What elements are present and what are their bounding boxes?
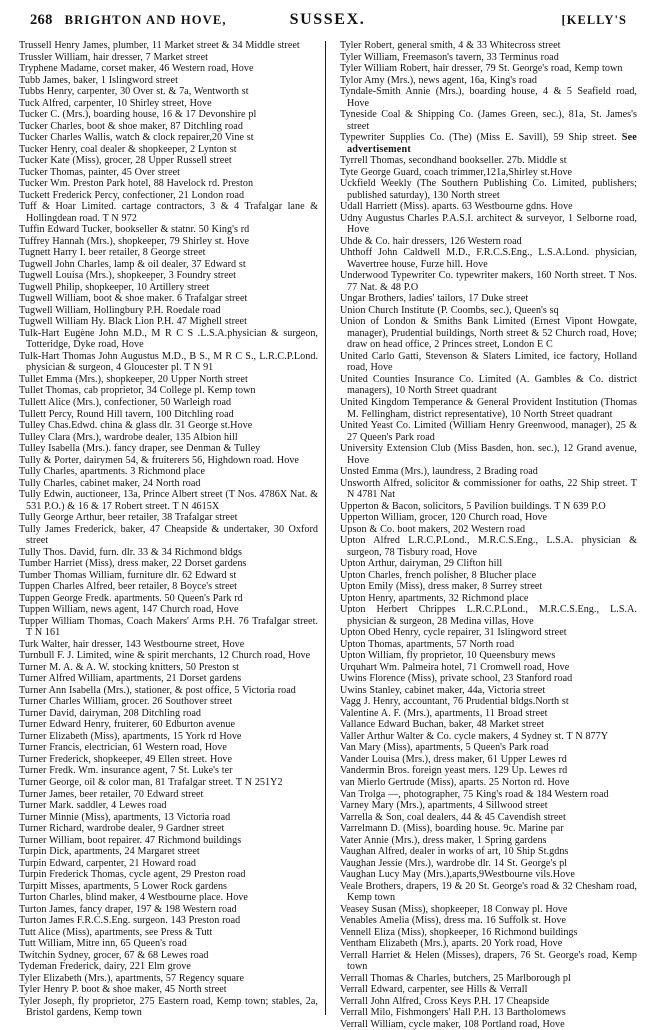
directory-entry: Trussler William, hair dresser, 7 Market street	[19, 51, 208, 63]
directory-entry: Upton Obed Henry, cycle repairer, 31 Islingword street	[340, 627, 567, 639]
directory-entry: Turpitt Misses, apartments, 5 Lower Rock gardens	[19, 880, 228, 892]
directory-entry: Valentine A. F. (Mrs.), apartments, 11 Broad street	[340, 707, 548, 719]
directory-entry: Varrelmann D. (Miss), boarding house. 9c. Marine par	[340, 823, 564, 835]
directory-entry: United Kingdom Temperance & General Provident Institution (Thomas M. Fellingham, district representative), 10 North Street quadrant	[340, 396, 637, 420]
directory-entry: Tucker Thomas, painter, 45 Over street	[19, 166, 180, 178]
directory-entry: Upton Charles, french polisher, 8 Blucher place	[340, 569, 537, 581]
directory-entry: Tugwell William, Hollingbury P.H. Roedale road	[19, 304, 221, 316]
directory-entry: Vagg J. Henry, accountant, 76 Prudential bldgs.North st	[340, 696, 569, 708]
directory-entry: Tully Charles, cabinet maker, 24 North road	[19, 477, 201, 489]
directory-entry: Turner Alfred William, apartments, 21 Dorset gardens	[19, 673, 242, 685]
directory-entry: Tryphene Madame, corset maker, 46 Western road, Hove	[19, 63, 254, 75]
directory-entry: Tugwell John Charles, lamp & oil dealer, 37 Edward st	[19, 258, 246, 270]
directory-entry: Tuffin Edward Tucker, bookseller & statnr. 50 King's rd	[19, 224, 250, 236]
directory-entry: Upperton & Bacon, solicitors, 5 Pavilion buildings. T N 639 P.O	[340, 500, 606, 512]
directory-entry: Trussell Henry James, plumber, 11 Market street & 34 Middle street	[19, 40, 300, 51]
directory-entry: Tully George Arthur, beer retailer, 38 Trafalgar street	[19, 512, 238, 524]
directory-entry: Turner Elizabeth (Miss), apartments, 15 York rd Hove	[19, 730, 242, 742]
directory-entry: Turton James F.R.C.S.Eng. surgeon. 143 Preston road	[19, 915, 241, 927]
directory-entry: Upton Alfred L.R.C.P.Lond., M.R.C.S.Eng., L.S.A. physician & surgeon, 78 Tisbury road, Hove	[340, 535, 637, 558]
directory-entry: Urquhart Wm. Palmeira hotel, 71 Cromwell road, Hove	[340, 661, 570, 673]
directory-entry: Varney Mary (Mrs.), apartments, 4 Sillwood street	[340, 800, 548, 812]
directory-entry: Tugwell William Hy. Black Lion P.H. 47 Mighell street	[19, 316, 247, 328]
directory-entry: Turner Ann Isabella (Mrs.), stationer, & post office, 5 Victoria road	[19, 684, 296, 696]
directory-entry: Twitchin Sydney, grocer, 67 & 68 Lewes road	[19, 949, 209, 961]
directory-entry: Tulley Chas.Edwd. china & glass dlr. 31 George st.Hove	[19, 420, 253, 432]
directory-entry: Vandermin Bros. foreign yeast mers. 129 Up. Lewes rd	[340, 765, 568, 777]
directory-entry: Verrall Milo, Fishmongers' Hall P.H. 13 Bartholomews	[340, 1007, 566, 1019]
directory-entry: Tugwell William, boot & shoe maker. 6 Trafalgar street	[19, 293, 248, 305]
directory-entry: Verrall Edward, carpenter, see Hills & Verrall	[340, 984, 528, 996]
directory-entry: Tupper William Thomas, Coach Makers' Arms P.H. 76 Trafalgar street. T N 161	[19, 615, 318, 639]
directory-entry: Turk Walter, hair dresser, 143 Westbourne street, Hove	[19, 638, 245, 650]
directory-entry: Tyrrell Thomas, secondhand bookseller. 27b. Middle st	[340, 155, 567, 167]
directory-entry: Turner M. A. & A. W. stocking knitters, 50 Preston st	[19, 661, 240, 673]
page-number: 268	[30, 12, 53, 28]
directory-entry: Vaughan Jessie (Mrs.), wardrobe dlr. 14 St. George's pl	[340, 857, 568, 869]
directory-entry: Van Trolga —, photographer, 75 King's road & 184 Western road	[340, 788, 609, 800]
directory-entry: Tyndale-Smith Annie (Mrs.), boarding house, 4 & 5 Seafield road, Hove	[340, 86, 637, 109]
directory-entry: Turner Francis, electrician, 61 Western road, Hove	[19, 742, 227, 754]
directory-entry: Tyler Robert, general smith, 4 & 33 Whitecross street	[340, 40, 561, 51]
directory-entry: Turner William, boot repairer. 47 Richmond buildings	[19, 834, 242, 846]
directory-entry: Tuppen George Fredk. apartments. 50 Queen's Park rd	[19, 592, 243, 604]
directory-entry: United Counties Insurance Co. Limited (A. Gambles & Co. district managers), 10 North Street quadrant	[340, 373, 637, 397]
directory-entry: Tully Charles, apartments. 3 Richmond place	[19, 466, 205, 478]
directory-entry: Tully James Frederick, baker, 47 Cheapside & undertaker, 30 Oxford street	[19, 523, 318, 547]
directory-entry: United Carlo Gatti, Stevenson & Slaters Limited, ice factory, Holland road, Hove	[340, 350, 637, 374]
directory-entry: Uwins Stanley, cabinet maker, 44a, Victoria street	[340, 684, 546, 696]
directory-entry: Tully & Porter, dairymen 54, & fruiterers 56, Highdown road. Hove	[19, 454, 299, 466]
directory-entry: Veasey Susan (Miss), shopkeeper, 18 Conway pl. Hove	[340, 903, 568, 915]
directory-entry: Tuck Alfred, carpenter, 10 Shirley street, Hove	[19, 97, 212, 109]
directory-entry: Tugwell Louisa (Mrs.), shopkeeper, 3 Foundry street	[19, 270, 237, 282]
directory-entry: Turner Mark. saddler, 4 Lewes road	[19, 800, 167, 812]
directory-entry: Tuppen Charles Alfred, beer retailer, 8 Boyce's street	[19, 581, 238, 593]
directory-entry: Vaughan Alfred, dealer in works of art, 10 Ship St.gdns	[340, 846, 569, 858]
directory-entry: Turton Charles, blind maker, 4 Westbourne place. Hove	[19, 892, 248, 904]
directory-entry: Ventham Elizabeth (Mrs.), aparts. 20 York road, Hove	[340, 938, 563, 950]
directory-entry: Turton James, fancy draper, 197 & 198 Western road	[19, 903, 237, 915]
directory-entry: Typewriter Supplies Co. (The) (Miss E. Savill), 59 Ship street. See advertisement	[340, 132, 637, 155]
directory-entry: Tulley Isabella (Mrs.). fancy draper, see Denman & Tulley	[19, 443, 261, 455]
directory-entry: Upperton William, grocer, 120 Church road, Hove	[340, 512, 548, 524]
directory-entry: Tuckett Frederick Percy, confectioner, 21 London road	[19, 189, 245, 201]
directory-entry: Tuff & Hoar Limited. cartage contractors, 3 & 4 Trafalgar lane & Hollingdean road. T N 972	[19, 201, 318, 224]
directory-entry: Tucker C. (Mrs.), boarding house, 16 & 17 Devonshire pl	[19, 109, 257, 121]
directory-entry: Vander Louisa (Mrs.), dress maker, 61 Upper Lewes rd	[340, 753, 567, 765]
directory-entry: Tutt Alice (Miss), apartments, see Press & Tutt	[19, 926, 213, 938]
directory-entry: Uwins Florence (Miss), private school, 23 Stanford road	[340, 673, 573, 685]
directory-entry: Turnbull F. J. Limited, wine & spirit merchants, 12 Church road, Hove	[19, 650, 311, 662]
directory-entry: Tucker Charles, boot & shoe maker, 87 Ditchling road	[19, 120, 243, 132]
directory-entry: Upton Emily (Miss), dress maker, 8 Surrey street	[340, 581, 543, 593]
directory-entry: Verrall Harriet & Helen (Misses), drapers, 76 St. George's road, Kemp town	[340, 949, 637, 973]
directory-entry: Tugnett Harry I. beer retailer, 8 George street	[19, 247, 206, 259]
directory-entry: Tullet Thomas, cab proprietor, 34 College pl. Kemp town	[19, 385, 256, 397]
directory-entry: Tuppen William, news agent, 147 Church road, Hove	[19, 604, 239, 616]
directory-entry: Verrall William, cycle maker, 108 Portland road, Hove	[340, 1018, 565, 1030]
running-head-left	[30, 12, 227, 29]
running-head	[14, 12, 641, 29]
directory-entry: Tyler Henry P. boot & shoe maker, 45 North street	[19, 984, 227, 996]
directory-entry: Uhthoff John Caldwell M.D., F.R.C.S.Eng., L.S.A.Lond. physician, Wavertree house, Furze hill. Hove	[340, 247, 637, 270]
directory-entry: Turner Minnie (Miss), apartments, 13 Victoria road	[19, 811, 231, 823]
directory-entry: Upton Herbert Chrippes L.R.C.P.Lond., M.R.C.S.Eng., L.S.A. physician & surgeon, 28 Medina villas, Hove	[340, 604, 637, 627]
directory-entry: Upson & Co. boot makers, 202 Western road	[340, 523, 526, 535]
directory-entry: Tyler Elizabeth (Mrs.), apartments, 57 Regency square	[19, 972, 245, 984]
directory-entry: Tullet Emma (Mrs.), shopkeeper, 20 Upper North street	[19, 373, 248, 385]
directory-entry: Turpin Edward, carpenter, 21 Howard road	[19, 857, 196, 869]
directory-entry: Vallance Edward Buchan, baker, 48 Market street	[340, 719, 544, 731]
directory-entry: University Extension Club (Miss Basden, hon. sec.), 12 Grand avenue, Hove	[340, 443, 637, 466]
directory-entry: Tulk-Hart Thomas John Augustus M.D., B S., M R C S., L.R.C.P.Lond. physician & surgeon, 4 Gloucester pl. T N 91	[19, 350, 318, 374]
directory-entry: Underwood Typewriter Co. typewriter makers, 160 North street. T Nos. 77 Nat. & 48 P.O	[340, 270, 637, 293]
directory-entry: Veale Brothers, drapers, 19 & 20 St. George's road & 32 Chesham road, Kemp town	[340, 880, 637, 904]
directory-entry: Upton Henry, apartments, 32 Richmond place	[340, 592, 529, 604]
directory-entry: Tucker Henry, coal dealer & shopkeeper, 2 Lynton st	[19, 143, 237, 155]
directory-entry: Tulk-Hart Eugène John M.D., M R C S .L.S.A.physician & surgeon, Totteridge, Dyke road, Hove	[19, 327, 318, 351]
directory-entry: Udall Harriett (Miss). aparts. 63 Westbourne gdns. Hove	[340, 201, 573, 213]
directory-entry: Tulley Clara (Mrs.), wardrobe dealer, 135 Albion hill	[19, 431, 238, 443]
directory-entry: Turner Richard, wardrobe dealer, 9 Gardner street	[19, 823, 225, 835]
directory-entry: Turner Frederick, shopkeeper, 49 Ellen street. Hove	[19, 753, 233, 765]
directory-entry: Tugwell Philip, shopkeeper, 10 Artillery street	[19, 281, 210, 293]
directory-entry: Venables Amelia (Miss), dress ma. 16 Suffolk st. Hove	[340, 915, 566, 927]
directory-entry: Vater Annie (Mrs.), dress maker, 1 Spring gardens	[340, 834, 547, 846]
directory-entry: Tullett Alice (Mrs.), confectioner, 50 Warleigh road	[19, 396, 232, 408]
directory-entry: Tubb James, baker, 1 Islingword street	[19, 74, 178, 86]
directory-entry: Turner James, beer retailer, 70 Edward street	[19, 788, 204, 800]
directory-entry: Tumber Thomas William, furniture dlr. 62 Edward st	[19, 569, 237, 581]
directory-entry: Tucker Charles Wallis, watch & clock repairer,20 Vine st	[19, 132, 254, 144]
directory-entry: Vennell Eliza (Miss), shopkeeper, 16 Richmond buildings	[340, 926, 578, 938]
directory-entry: Upton Thomas, apartments, 57 North road	[340, 638, 515, 650]
directory-entry: Tylor Amy (Mrs.), news agent, 16a, King's road	[340, 74, 537, 86]
directory-entry: Union Church Institute (P. Coombs, sec.), Queen's sq	[340, 304, 559, 316]
directory-entry: Tuffrey Hannah (Mrs.), shopkeeper, 79 Shirley st. Hove	[19, 235, 250, 247]
directory-entry: Valler Arthur Walter & Co. cycle makers, 4 Sydney st. T N 877Y	[340, 730, 609, 742]
directory-entry: Tully Edwin, auctioneer, 13a, Prince Albert street (T Nos. 4786X Nat. & 531 P.O.) & 16 & 17 Robert street. T N 4615X	[19, 489, 318, 512]
directory-entry: Tyler William Robert, hair dresser, 79 St. George's road, Kemp town	[340, 63, 623, 75]
directory-entry: Turner Charles William, grocer. 26 Southover street	[19, 696, 233, 708]
directory-entry: Van Mary (Miss), apartments, 5 Queen's Park road	[340, 742, 549, 754]
directory-entry: Uckfield Weekly (The Southern Publishing Co. Limited, publishers; published saturday), 130 North street	[340, 178, 637, 201]
directory-entry: Turpin Frederick Thomas, cycle agent, 29 Preston road	[19, 869, 246, 881]
county-name: SUSSEX.	[289, 11, 366, 28]
directory-entry: Tydeman Frederick, dairy, 221 Elm grove	[19, 961, 191, 973]
directory-entry: Tyneside Coal & Shipping Co. (James Green, sec.), 81a, St. James's street	[340, 109, 637, 132]
directory-entry: Turpin Dick, apartments, 24 Margaret street	[19, 846, 200, 858]
directory-entry: Unsworth Alfred, solicitor & commissioner for oaths, 22 Ship street. T N 4781 Nat	[340, 477, 637, 501]
directory-entry: Union of London & Smiths Bank Limited (Ernest Vipont Howgate, manager), Prudential buildings, North street & 52 Church road, Hove; draw on head office, 2 Princes street, London E C	[340, 316, 637, 351]
directory-entry: Vaughan Lucy May (Mrs.),aparts,9Westbourne vils.Hove	[340, 869, 575, 881]
place-name: BRIGHTON AND HOVE,	[64, 13, 227, 27]
directory-entry: Tyler William, Freemason's tavern, 33 Terminus road	[340, 51, 559, 63]
directory-columns	[14, 40, 641, 1030]
publisher-name: [KELLY'S	[561, 13, 627, 27]
directory-entry: Tyler Joseph, fly proprietor, 275 Eastern road, Kemp town; stables, 2a, Bristol gardens, Kemp town	[19, 995, 318, 1019]
directory-entry: Uhde & Co. hair dressers, 126 Western road	[340, 235, 522, 247]
directory-entry: Turner George, oil & color man, 81 Trafalgar street. T N 251Y2	[19, 777, 283, 788]
directory-entry: Tubbs Henry, carpenter, 30 Over st. & 7a, Wentworth st	[19, 86, 249, 98]
directory-entry: Upton William, fly proprietor, 10 Queensbury mews	[340, 650, 556, 662]
directory-entry: Upton Arthur, dairyman, 29 Clifton hill	[340, 558, 503, 570]
directory-entry: Ungar Brothers, ladies' tailors, 17 Duke street	[340, 293, 529, 305]
directory-entry: Verrall Thomas & Charles, butchers, 25 Marlborough pl	[340, 972, 571, 984]
directory-entry: Verrall John Alfred, Cross Keys P.H. 17 Cheapside	[340, 995, 550, 1007]
directory-entry: Turner David, dairyman, 208 Ditchling road	[19, 707, 201, 719]
directory-entry: van Mierlo Gertrude (Miss), aparts. 25 Norton rd. Hove	[340, 777, 570, 788]
directory-entry: Tully Thos. David, furn. dlr. 33 & 34 Richmond bldgs	[19, 546, 242, 558]
directory-entry: Tullett Percy, Round Hill tavern, 100 Ditchling road	[19, 408, 234, 420]
directory-entry: Turner Edward Henry, fruiterer, 60 Edburton avenue	[19, 719, 236, 731]
directory-column-left	[14, 40, 325, 1019]
directory-entry: United Yeast Co. Limited (William Henry Greenwood, manager), 25 & 27 Queen's Park road	[340, 420, 637, 443]
directory-entry: Varrella & Son, coal dealers, 44 & 45 Cavendish street	[340, 811, 566, 823]
directory-entry: Turner Fredk. Wm. insurance agent, 7 St. Luke's ter	[19, 765, 233, 777]
directory-entry: Udny Augustus Charles P.A.S.I. architect & surveyor, 1 Selborne road, Hove	[340, 212, 637, 236]
directory-entry: Tutt William, Mitre inn, 65 Queen's road	[19, 938, 187, 950]
see-advertisement-note: See advertisement	[347, 132, 637, 155]
directory-entry: Unsted Emma (Mrs.), laundress, 2 Brading road	[340, 466, 538, 478]
directory-entry: Tucker Wm. Preston Park hotel, 88 Havelock rd. Preston	[19, 178, 254, 190]
directory-entry: Tumber Harriet (Miss), dress maker, 22 Dorset gardens	[19, 558, 247, 570]
directory-entry: Tucker Kate (Miss), grocer, 28 Upper Russell street	[19, 155, 232, 167]
directory-column-right	[326, 40, 637, 1030]
directory-entry: Tyte George Guard, coach trimmer,121a,Shirley st.Hove	[340, 166, 573, 178]
